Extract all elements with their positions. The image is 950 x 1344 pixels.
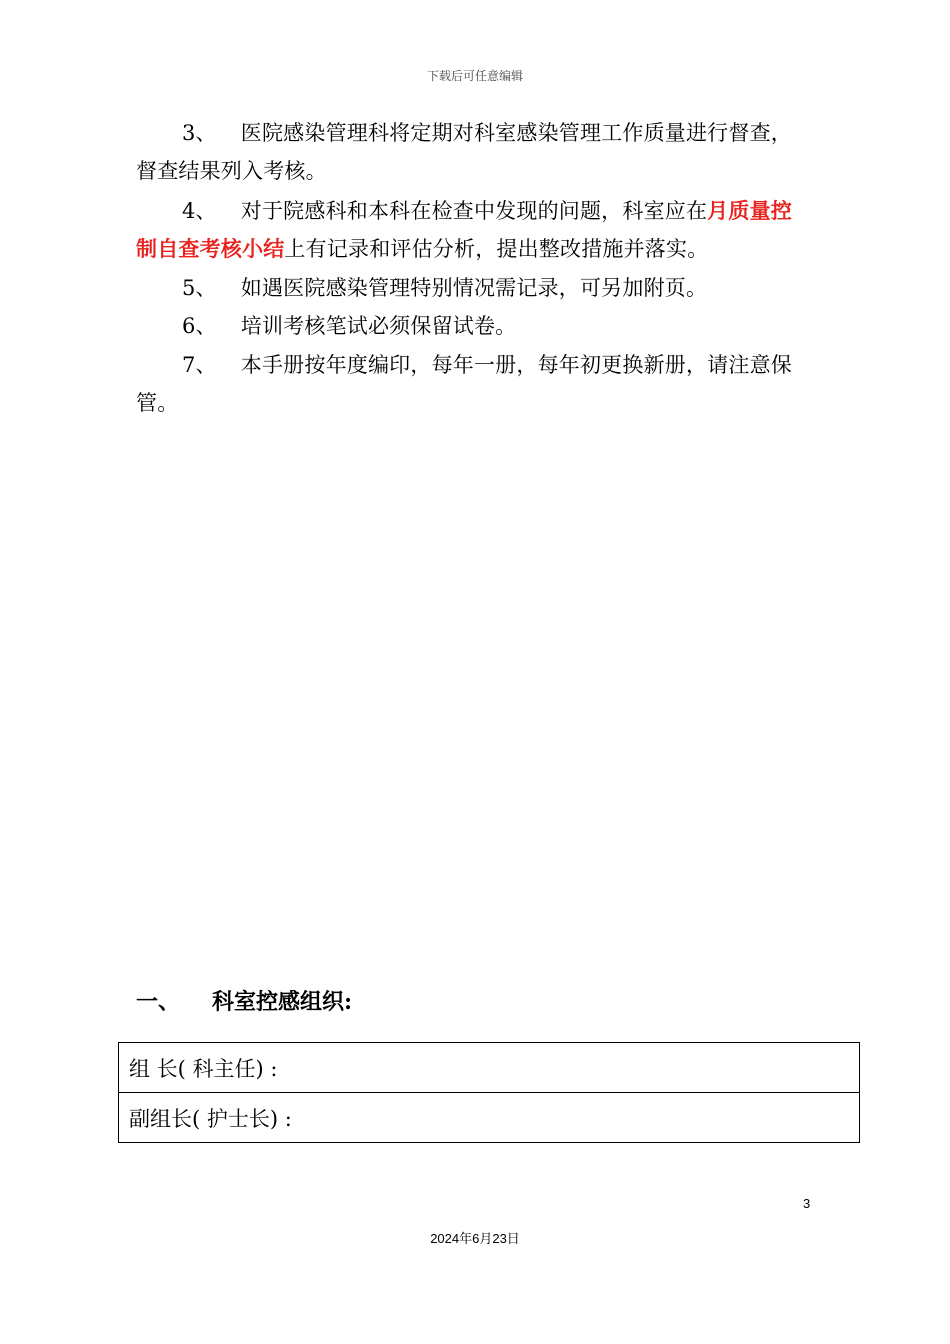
page-header: 下载后可任意编辑: [426, 69, 523, 83]
item-text: 医院感染管理科将定期对科室感染管理工作质量进行督查，督查结果列入考核。: [136, 121, 792, 183]
page-footer-date: 2024年6月23日: [430, 1231, 520, 1246]
table-cell-deputy-leader: 副组长( 护士长) :: [119, 1093, 860, 1143]
item-text: 如遇医院感染管理特别情况需记录，可另加附页。: [240, 276, 708, 300]
item-text: 本手册按年度编印，每年一册，每年初更换新册，请注意保管。: [136, 353, 792, 415]
highlighted-text: 月质量控制自查考核小结: [136, 199, 792, 261]
item-number: 7、: [182, 353, 217, 377]
item-text-continued: 上有记录和评估分析，提出整改措施并落实。: [284, 237, 709, 261]
item-text: 对于院感科和本科在检查中发现的问题，科室应在: [240, 199, 708, 223]
list-item-6: [136, 307, 812, 345]
item-number: 6、: [182, 314, 217, 338]
organization-table: [118, 1042, 860, 1143]
list-item-7: [136, 346, 812, 422]
table-row: [119, 1043, 860, 1093]
table-cell-leader: 组 长( 科主任) :: [119, 1043, 860, 1093]
item-number: 5、: [182, 276, 217, 300]
section-title: 科室控感组织:: [212, 989, 353, 1015]
list-item-5: [136, 269, 812, 307]
table-row: [119, 1093, 860, 1143]
section-heading: [136, 985, 352, 1016]
list-item-4: [136, 192, 812, 268]
item-number: 3、: [182, 121, 217, 145]
list-item-3: [136, 114, 812, 190]
page-number: 3: [803, 1196, 811, 1211]
section-number: 一、: [136, 989, 181, 1015]
item-text: 培训考核笔试必须保留试卷。: [240, 314, 517, 338]
item-number: 4、: [182, 199, 217, 223]
